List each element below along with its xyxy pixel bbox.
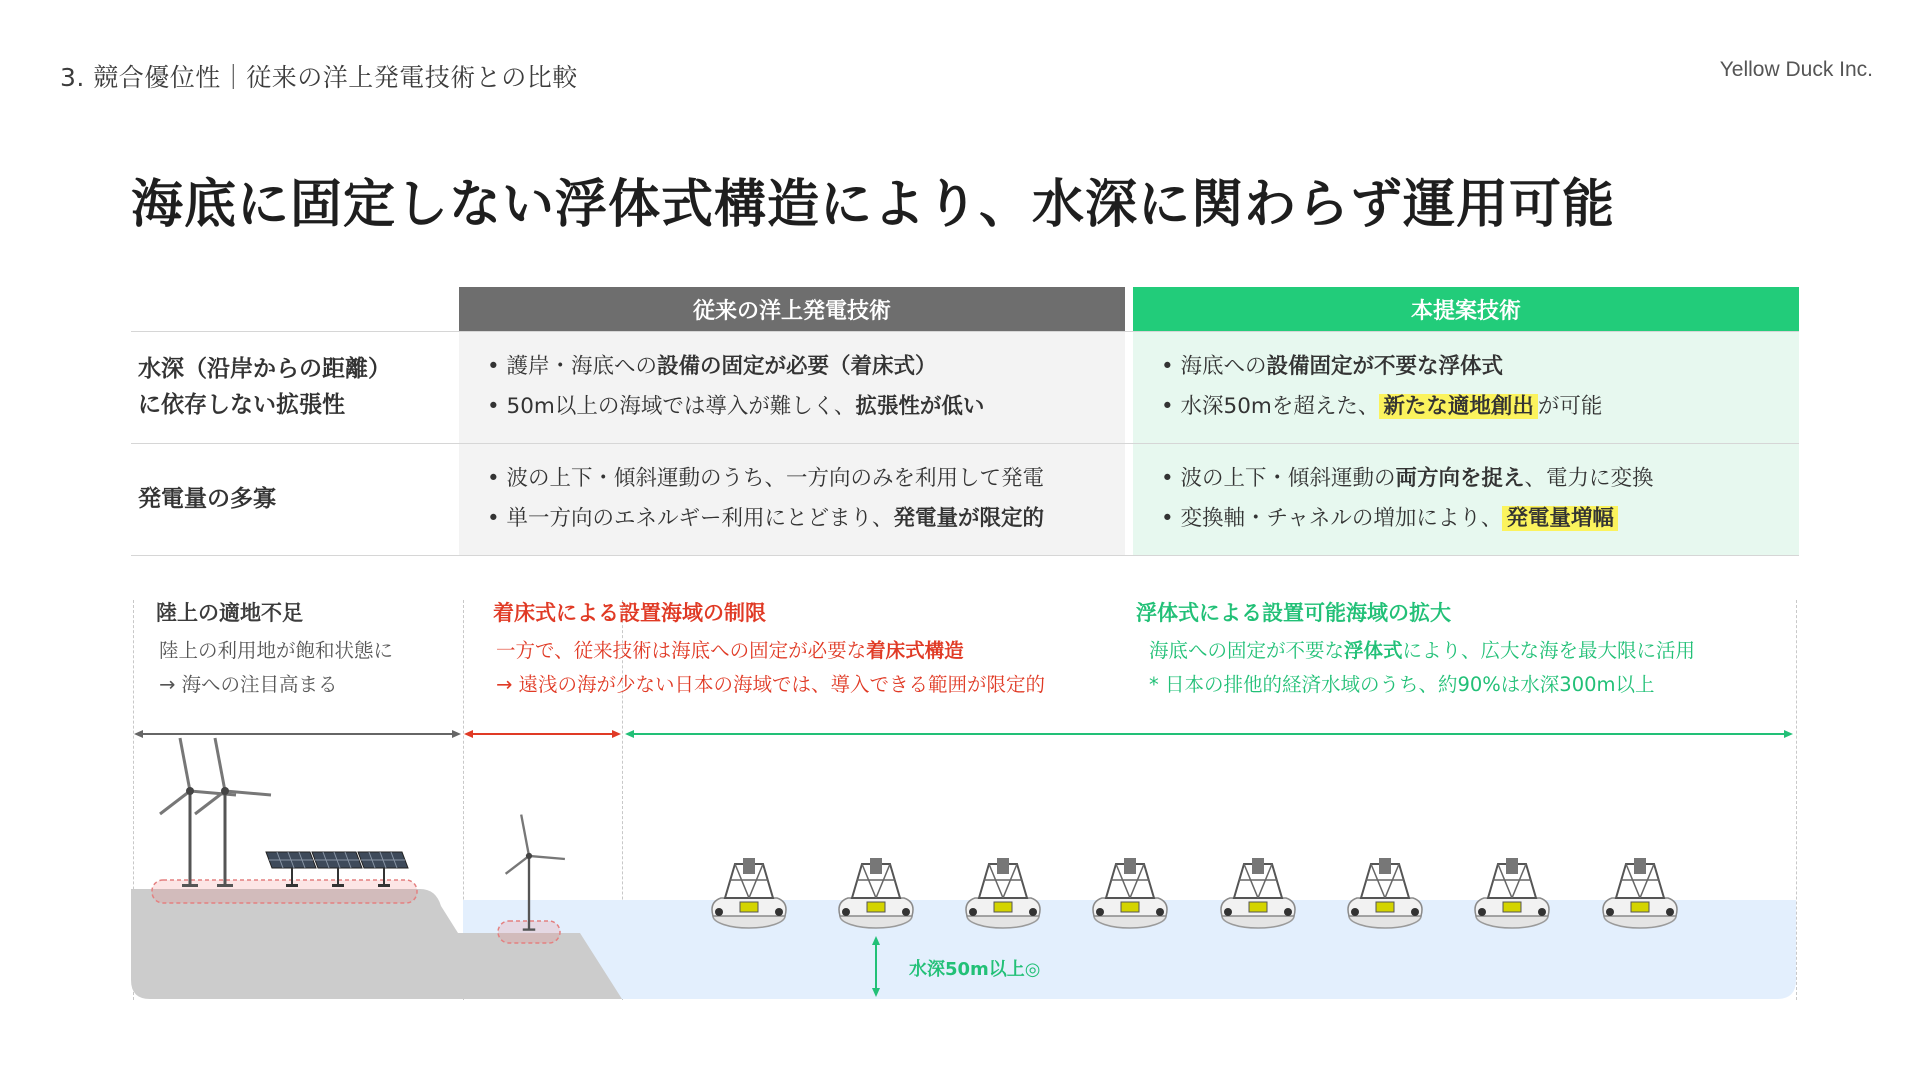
- section-title-floating: 浮体式による設置可能海域の拡大: [1136, 601, 1451, 625]
- floating-device-icon: [1475, 858, 1549, 928]
- floating-device-icon: [1093, 858, 1167, 928]
- floating-device-icon: [966, 858, 1040, 928]
- bullet-item: • 海底への設備固定が不要な浮体式: [1161, 354, 1504, 379]
- column-header-proposed: 本提案技術: [1133, 287, 1799, 331]
- land-highlight: [152, 880, 417, 903]
- column-header-conventional: 従来の洋上発電技術: [459, 287, 1125, 331]
- depth-label: 水深50m以上◎: [909, 959, 1041, 980]
- floating-device-icon: [712, 858, 786, 928]
- floating-device-icon: [1221, 858, 1295, 928]
- section-breadcrumb: 3. 競合優位性｜従来の洋上発電技術との比較: [60, 63, 578, 92]
- section-title-land: 陸上の適地不足: [156, 601, 303, 625]
- page-title: 海底に固定しない浮体式構造により、水深に関わらず運用可能: [131, 175, 1616, 235]
- bullet-item: • 水深50mを超えた、 新たな適地創出 が可能: [1161, 394, 1603, 419]
- highlight-text: 新たな適地創出: [1379, 394, 1538, 419]
- floating-device-icon: [1603, 858, 1677, 928]
- row-label-line: に依存しない拡張性: [138, 392, 345, 418]
- bullet-item: • 単一方向のエネルギー利用にとどまり、発電量が限定的: [487, 506, 1045, 531]
- section-title-fixed: 着床式による設置海域の制限: [493, 601, 766, 625]
- row-label-line: 水深（沿岸からの距離）: [138, 356, 391, 382]
- floating-device-icon: [1348, 858, 1422, 928]
- bullet-item: • 変換軸・チャネルの増加により、 発電量増幅: [1161, 499, 1799, 539]
- highlight-text: 発電量増幅: [1502, 506, 1618, 531]
- bullet-item: • 50m以上の海域では導入が難しく、拡張性が低い: [487, 394, 985, 419]
- section-text-fixed: 一方で、従来技術は海底への固定が必要な着床式構造 → 遠浅の海が少ない日本の海域では、導入できる範囲が限定的: [496, 639, 1046, 696]
- section-text-land: 陸上の利用地が飽和状態に → 海への注目高まる: [159, 639, 394, 696]
- bullet-item: • 護岸・海底への設備の固定が必要（着床式）: [487, 354, 937, 379]
- floating-device-icon: [839, 858, 913, 928]
- row-label-line: 発電量の多寡: [138, 486, 276, 512]
- company-name: Yellow Duck Inc.: [1719, 58, 1873, 81]
- bullet-item: • 波の上下・傾斜運動のうち、一方向のみを利用して発電: [487, 466, 1045, 491]
- wind-turbine-icon: [195, 738, 271, 887]
- bullet-item: • 波の上下・傾斜運動の両方向を捉え、電力に変換: [1161, 466, 1654, 491]
- section-text-floating: 海底への固定が不要な浮体式により、広大な海を最大限に活用 * 日本の排他的経済水域のうち、約90%は水深300m以上: [1149, 639, 1696, 696]
